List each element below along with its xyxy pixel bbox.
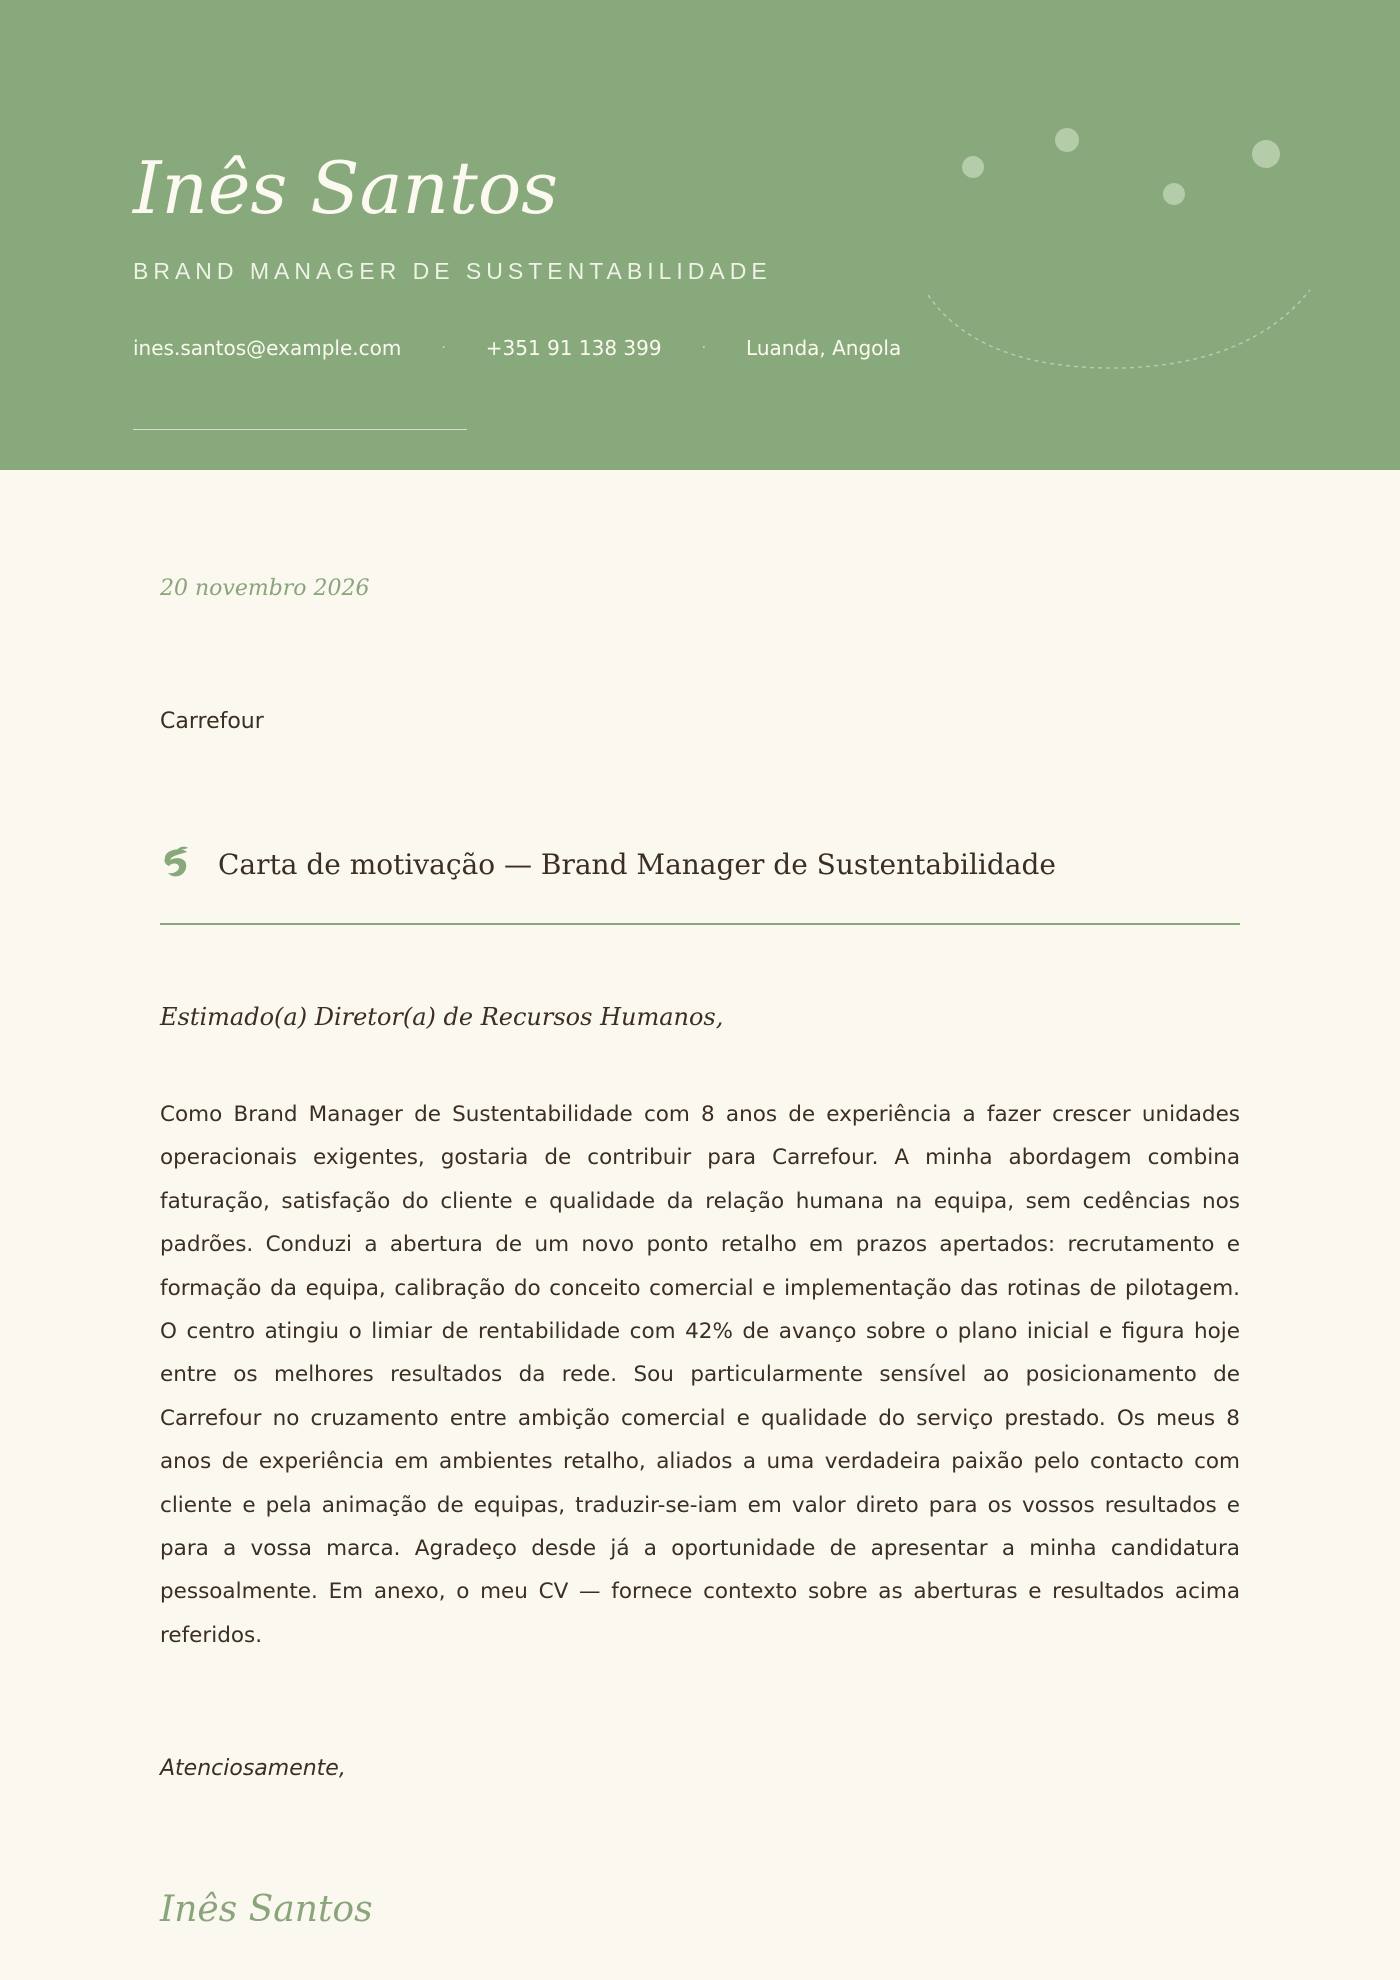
subject-text: Carta de motivação — Brand Manager de Sustentabilidade (218, 847, 1056, 881)
recipient: Carrefour (160, 709, 264, 734)
deco-dot (1055, 128, 1079, 152)
decorative-dots (900, 100, 1340, 390)
leaf-icon (160, 846, 192, 882)
letter-date: 20 novembro 2026 (160, 576, 370, 601)
salutation: Estimado(a) Diretor(a) de Recursos Humanos, (160, 1003, 724, 1031)
email-link[interactable]: ines.santos@example.com (133, 336, 402, 360)
deco-dot (962, 156, 984, 178)
phone-link[interactable]: +351 91 138 399 (485, 336, 662, 360)
location-text: Luanda, Angola (746, 336, 902, 360)
separator-dot: · (441, 340, 446, 356)
separator-dot: · (701, 340, 707, 356)
deco-dot (1163, 183, 1185, 205)
contact-info (133, 336, 901, 360)
applicant-name: Inês Santos (133, 146, 559, 230)
header-divider (133, 429, 467, 430)
closing: Atenciosamente, (160, 1756, 346, 1781)
letter-body: Como Brand Manager de Sustentabilidade com 8 anos de experiência a fazer crescer unidades operacionais exigentes, gostaria de contribuir para Carrefour. A minha abordagem combina faturação, satisfação do cliente e qualidade da relação humana na equipa, sem cedências nos padrões. Conduzi a abertura de um novo ponto retalho em prazos apertados: recrutamento e formação da equipa, calibração do conceito comercial e implementação das rotinas de pilotagem. O centro atingiu o limiar de rentabilidade com 42% de avanço sobre o plano inicial e figura hoje entre os melhores resultados da rede. Sou particularmente sensível ao posicionamento de Carrefour no cruzamento entre ambição comercial e qualidade do serviço prestado. Os meus 8 anos de experiência em ambientes retalho, aliados a uma verdadeira paixão pelo contacto com cliente e pela animação de equipas, traduzir-se-iam em valor direto para os vossos resultados e para a vossa marca. Agradeço desde já a oportunidade de apresentar a minha candidatura pessoalmente. Em anexo, o meu CV — fornece contexto sobre as aberturas e resultados acima referidos. (160, 1102, 1240, 1648)
signature: Inês Santos (160, 1889, 373, 1930)
header-banner (0, 0, 1400, 470)
subject-line (160, 846, 1240, 882)
deco-dot (1252, 140, 1280, 168)
deco-arc (928, 290, 1310, 368)
job-title: BRAND MANAGER DE SUSTENTABILIDADE (133, 258, 772, 284)
subject-divider (160, 923, 1240, 925)
